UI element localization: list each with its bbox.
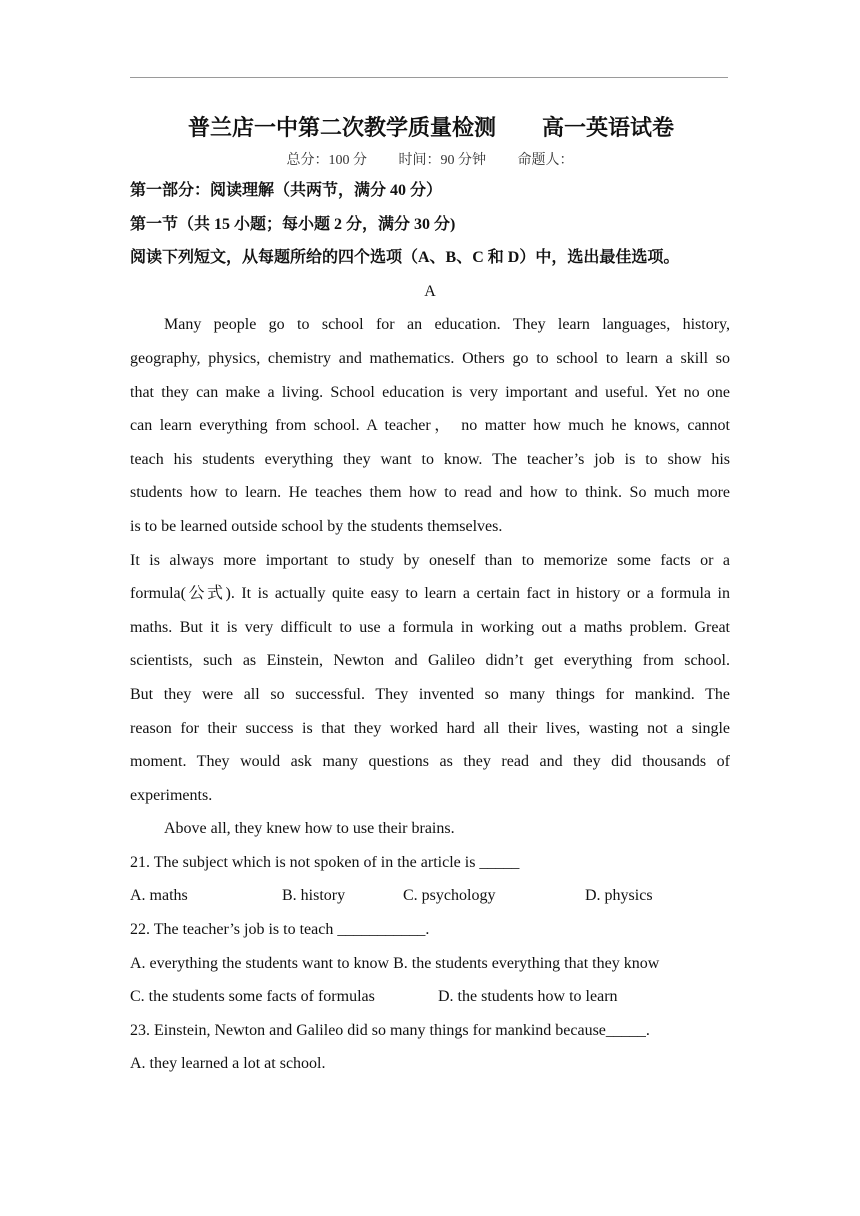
passage-line: formula(公式). It is actually quite easy to learn a certain fact in history or a formula in	[130, 585, 730, 603]
question-22-options-cd	[130, 980, 730, 1014]
question-23-stem: 23. Einstein, Newton and Galileo did so many things for mankind because_____.	[130, 1021, 650, 1039]
question-22-stem: 22. The teacher’s job is to teach ___________.	[130, 921, 430, 939]
question-21-option-d[interactable]: D. physics	[585, 887, 653, 905]
part-heading: 第一部分：阅读理解（共两节，满分 40 分）	[130, 182, 443, 199]
passage-label: A	[424, 282, 436, 300]
question-22-options-ab[interactable]: A. everything the students want to know B. the students everything that they know	[130, 954, 660, 972]
question-21-option-b[interactable]: B. history	[282, 887, 346, 905]
exam-title: 普兰店一中第二次教学质量检测	[187, 115, 496, 140]
passage-line: is to be learned outside school by the students themselves.	[130, 517, 503, 535]
passage-line: moment. They would ask many questions as they read and they did thousands of	[130, 753, 730, 771]
passage-line: maths. But it is very difficult to use a formula in working out a maths problem. Great	[130, 618, 730, 636]
header-rule	[130, 77, 728, 78]
question-23-option-a[interactable]: A. they learned a lot at school.	[130, 1055, 326, 1073]
passage-line: It is always more important to study by oneself than to memorize some facts or a	[130, 551, 730, 569]
passage-line: Above all, they knew how to use their brains.	[164, 820, 455, 838]
question-21-options	[130, 879, 730, 913]
exam-content	[130, 110, 730, 1081]
section-heading: 第一节（共 15 小题；每小题 2 分，满分 30 分)	[130, 215, 456, 233]
passage-line: But they were all so successful. They invented so many things for mankind. The	[130, 685, 730, 703]
question-21-option-a[interactable]: A. maths	[130, 887, 188, 905]
passage-line: experiments.	[130, 786, 213, 804]
passage-line: students how to learn. He teaches them how to read and how to think. So much more	[130, 484, 730, 502]
total-score: 总分：100 分	[286, 153, 367, 168]
exam-meta	[130, 148, 730, 174]
instruction: 阅读下列短文，从每题所给的四个选项（A、B、C 和 D）中，选出最佳选项。	[130, 249, 680, 267]
exam-subtitle: 高一英语试卷	[542, 115, 675, 140]
passage-line: can learn everything from school. A teacher， no matter how much he knows, cannot	[130, 417, 730, 435]
question-22-option-d[interactable]: D. the students how to learn	[438, 988, 618, 1006]
passage-line: that they can make a living. School education is very important and useful. Yet no one	[130, 383, 730, 401]
exam-title-row	[132, 110, 730, 146]
exam-author: 命题人：	[517, 153, 574, 168]
question-21-option-c[interactable]: C. psychology	[403, 887, 496, 905]
passage-line: scientists, such as Einstein, Newton and Galileo didn’t get everything from school.	[130, 652, 730, 670]
passage-line: teach his students everything they want to know. The teacher’s job is to show his	[130, 450, 730, 468]
question-22-option-c[interactable]: C. the students some facts of formulas	[130, 988, 375, 1006]
passage-line: geography, physics, chemistry and mathematics. Others go to school to learn a skill so	[130, 349, 730, 367]
passage-line: Many people go to school for an education. They learn languages, history,	[164, 316, 730, 334]
question-21-stem: 21. The subject which is not spoken of in the article is _____	[130, 853, 520, 871]
passage-line: reason for their success is that they worked hard all their lives, wasting not a single	[130, 719, 730, 737]
exam-time: 时间：90 分钟	[398, 153, 486, 168]
